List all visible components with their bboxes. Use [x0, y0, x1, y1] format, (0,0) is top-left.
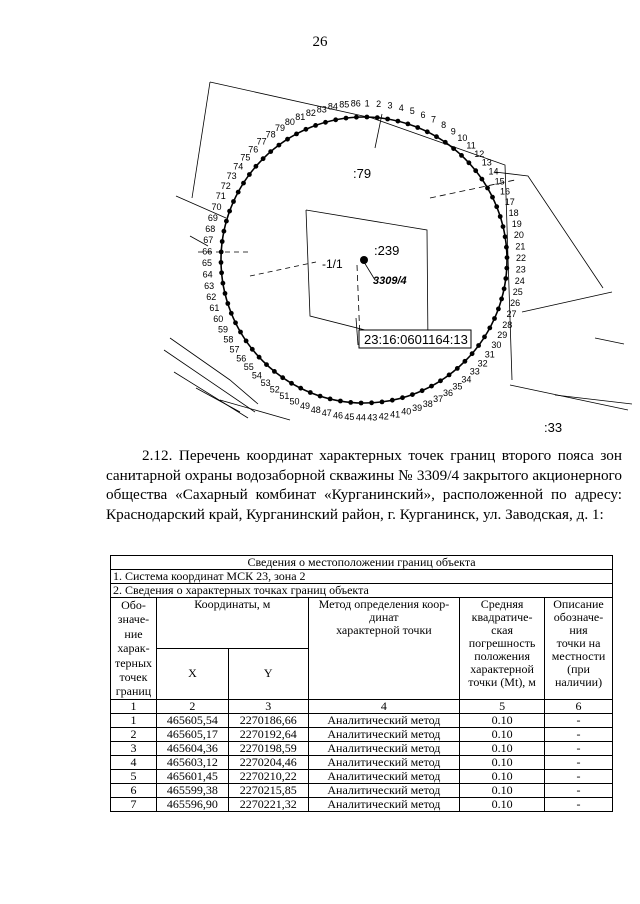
column-numbers-row — [111, 699, 613, 713]
boundary-point — [451, 146, 456, 151]
boundary-point — [231, 199, 236, 204]
boundary-point-label: 22 — [515, 252, 527, 263]
boundary-point-label: 34 — [461, 374, 472, 385]
boundary-point-label: 32 — [477, 358, 488, 369]
boundary-point-label: 80 — [284, 117, 295, 128]
boundary-point-label: 14 — [488, 166, 499, 177]
boundary-point-label: 35 — [452, 381, 463, 392]
boundary-point-label: 17 — [504, 197, 515, 207]
boundary-point-label: 20 — [513, 230, 524, 241]
boundary-point — [227, 209, 232, 214]
parcel-label-79: :79 — [353, 166, 372, 181]
header-description-text: Описание обозначе- ния точки на местности (при наличии) — [551, 597, 606, 689]
boundary-point — [492, 316, 497, 321]
boundary-point — [224, 219, 229, 224]
header-designation-text: Обо- значе- ние харак- терных точек границ — [114, 598, 153, 699]
boundary-point-label: 1 — [364, 98, 370, 109]
parcel-label-33: :33 — [544, 420, 563, 435]
coord-y: 2270198,59 — [228, 741, 308, 755]
method: Аналитический метод — [308, 769, 459, 783]
boundary-point — [415, 125, 420, 130]
description: - — [545, 755, 613, 769]
table-row — [111, 713, 613, 727]
header-error-text: Средняя квадратиче- ская погрешность положения характерной точки (Mt), м — [468, 597, 536, 689]
boundary-point — [328, 397, 333, 402]
boundary-point — [505, 255, 510, 260]
boundary-point — [236, 190, 241, 195]
coord-x: 465605,17 — [156, 727, 228, 741]
coord-y: 2270210,22 — [228, 769, 308, 783]
boundary-point-label: 49 — [299, 401, 311, 411]
boundary-point — [354, 115, 359, 120]
boundary-point-label: 10 — [457, 133, 468, 144]
boundary-point — [304, 127, 309, 132]
boundary-point — [219, 250, 224, 255]
boundary-point-label: 45 — [344, 411, 355, 422]
boundary-diagram — [0, 0, 640, 445]
boundary-point-label: 70 — [211, 201, 222, 212]
boundary-point — [272, 369, 277, 374]
method: Аналитический метод — [308, 713, 459, 727]
boundary-point — [406, 122, 411, 127]
boundary-point — [470, 351, 475, 356]
boundary-point-label: 68 — [205, 223, 216, 234]
boundary-point — [473, 168, 478, 173]
boundary-point — [385, 117, 390, 122]
boundary-point — [254, 164, 259, 169]
boundary-point-label: 74 — [233, 161, 244, 172]
header-error — [460, 598, 545, 700]
description: - — [545, 727, 613, 741]
table-row — [111, 727, 613, 741]
boundary-point — [396, 119, 401, 124]
boundary-point-label: 28 — [502, 319, 513, 330]
boundary-point — [219, 260, 224, 265]
boundary-point-label: 15 — [494, 176, 505, 187]
boundary-point — [380, 400, 385, 405]
boundary-point-label: 47 — [321, 408, 332, 418]
mt-value: 0.10 — [460, 755, 545, 769]
boundary-point-label: 30 — [491, 340, 502, 350]
boundary-point-label: 46 — [332, 410, 344, 421]
boundary-point-label: 44 — [355, 412, 366, 423]
contour-label: -1/1 — [322, 257, 343, 271]
boundary-point — [504, 245, 509, 250]
col-num-2: 2 — [156, 699, 228, 713]
mt-value: 0.10 — [460, 769, 545, 783]
boundary-point — [238, 330, 243, 335]
boundary-point — [229, 311, 234, 316]
boundary-point-label: 23 — [515, 264, 526, 275]
boundary-point-label: 38 — [422, 399, 433, 409]
table-row — [111, 783, 613, 797]
boundary-point — [438, 378, 443, 383]
boundary-point-label: 67 — [203, 235, 214, 246]
coord-x: 465599,38 — [156, 783, 228, 797]
boundary-point-label: 5 — [409, 106, 415, 117]
table-row — [111, 741, 613, 755]
coord-y: 2270215,85 — [228, 783, 308, 797]
boundary-point — [410, 392, 415, 397]
boundary-point-label: 43 — [367, 412, 378, 423]
boundary-point-label: 29 — [497, 330, 508, 341]
boundary-point — [277, 143, 282, 148]
boundary-point-label: 62 — [206, 292, 217, 303]
boundary-point — [447, 373, 452, 378]
boundary-point-label: 40 — [401, 406, 412, 417]
boundary-point — [467, 160, 472, 165]
boundary-point — [498, 214, 503, 219]
boundary-point-label: 53 — [260, 377, 271, 388]
boundary-point-label: 24 — [514, 275, 525, 286]
section-paragraph: 2.12. Перечень координат характерных точек границ второго пояса зон санитарной охраны водозаборной скважины № 3309/4 закрытого акционерного общества «Сахарный комбинат «Курганинский», расположенной по адресу: Краснодарский край, Курганинский район, г. Курганинск, ул. Заводская, д. 1: — [106, 447, 622, 523]
boundary-point — [220, 239, 225, 244]
table-body — [111, 713, 613, 811]
boundary-point-label: 81 — [295, 112, 306, 122]
boundary-point — [264, 362, 269, 367]
col-num-4: 4 — [308, 699, 459, 713]
header-designation — [111, 598, 157, 700]
mt-value: 0.10 — [460, 727, 545, 741]
boundary-point-label: 13 — [481, 157, 492, 168]
boundary-point-label: 31 — [484, 349, 495, 360]
boundary-point — [313, 123, 318, 128]
table-title: Сведения о местоположении границ объекта — [111, 556, 613, 570]
page-number: 26 — [312, 34, 328, 50]
boundary-point-label: 51 — [279, 390, 290, 401]
boundary-point — [359, 401, 364, 406]
boundary-point — [247, 172, 252, 177]
boundary-point-label: 83 — [316, 104, 327, 115]
col-num-5: 5 — [460, 699, 545, 713]
boundary-point — [308, 390, 313, 395]
boundary-point — [225, 301, 230, 306]
boundary-point — [429, 384, 434, 389]
boundary-point — [434, 134, 439, 139]
header-x: X — [156, 648, 228, 699]
boundary-point — [348, 400, 353, 405]
method: Аналитический метод — [308, 741, 459, 755]
boundary-point — [400, 395, 405, 400]
boundary-point — [298, 386, 303, 391]
boundary-point-label: 69 — [207, 212, 218, 223]
boundary-point — [482, 335, 487, 340]
boundary-point — [219, 270, 224, 275]
boundary-point — [503, 276, 508, 281]
mt-value: 0.10 — [460, 741, 545, 755]
header-description — [545, 598, 613, 700]
boundary-point — [241, 181, 246, 186]
method: Аналитический метод — [308, 797, 459, 811]
boundary-point — [280, 375, 285, 380]
boundary-point — [501, 224, 506, 229]
coord-x: 465604,36 — [156, 741, 228, 755]
boundary-point-label: 58 — [223, 334, 234, 345]
header-y: Y — [228, 648, 308, 699]
coord-x: 465605,54 — [156, 713, 228, 727]
boundary-point — [344, 116, 349, 121]
boundary-point-label: 79 — [274, 122, 286, 133]
point-number: 1 — [111, 713, 157, 727]
parcel-label-239: :239 — [374, 243, 400, 258]
description: - — [545, 769, 613, 783]
boundary-point-label: 48 — [310, 404, 321, 415]
boundary-point-label: 85 — [339, 99, 350, 110]
boundary-point-label: 65 — [201, 258, 213, 269]
boundary-point-label: 18 — [508, 207, 519, 218]
boundary-point — [480, 177, 485, 182]
mt-value: 0.10 — [460, 797, 545, 811]
boundary-point — [221, 281, 226, 286]
boundary-point-label: 75 — [240, 152, 251, 163]
boundary-point-label: 8 — [441, 120, 447, 131]
header-method — [308, 598, 459, 700]
boundary-point — [285, 137, 290, 142]
boundary-point — [476, 343, 481, 348]
boundary-point-label: 57 — [229, 344, 240, 355]
boundary-point-label: 84 — [327, 101, 338, 112]
boundary-point — [459, 153, 464, 158]
description: - — [545, 713, 613, 727]
boundary-point-label: 11 — [466, 140, 476, 151]
well-label: 3309/4 — [373, 275, 407, 287]
coord-y: 2270221,32 — [228, 797, 308, 811]
boundary-point — [490, 195, 495, 200]
boundary-point-label: 55 — [243, 362, 254, 373]
coord-x: 465601,45 — [156, 769, 228, 783]
boundary-point-label: 78 — [265, 129, 276, 140]
boundary-point — [250, 347, 255, 352]
boundary-point — [443, 140, 448, 145]
boundary-point — [420, 388, 425, 393]
mt-value: 0.10 — [460, 713, 545, 727]
boundary-point-label: 6 — [420, 110, 426, 120]
method: Аналитический метод — [308, 755, 459, 769]
point-number: 4 — [111, 755, 157, 769]
boundary-point-label: 61 — [209, 303, 220, 314]
boundary-point — [390, 398, 395, 403]
boundary-point-label: 73 — [226, 171, 237, 181]
table-row — [111, 755, 613, 769]
boundary-point — [222, 229, 227, 234]
boundary-point — [487, 326, 492, 331]
boundary-point — [261, 156, 266, 161]
point-number: 2 — [111, 727, 157, 741]
cadastral-label: 23:16:0601164:13 — [364, 332, 468, 347]
description: - — [545, 797, 613, 811]
boundary-point — [463, 359, 468, 364]
boundary-point-label: 9 — [450, 126, 456, 137]
boundary-point-label: 64 — [202, 269, 213, 280]
point-number: 5 — [111, 769, 157, 783]
boundary-point — [496, 307, 501, 312]
boundary-point-label: 16 — [499, 186, 511, 197]
boundary-point — [257, 355, 262, 360]
col-num-3: 3 — [228, 699, 308, 713]
mt-value: 0.10 — [460, 783, 545, 797]
boundary-point-label: 36 — [442, 388, 454, 399]
point-number: 7 — [111, 797, 157, 811]
col-num-1: 1 — [111, 699, 157, 713]
boundary-point — [455, 366, 460, 371]
boundary-point — [338, 399, 343, 404]
boundary-point-label: 54 — [251, 370, 262, 381]
boundary-point-label: 50 — [289, 396, 300, 407]
boundary-point-label: 39 — [412, 403, 423, 414]
table-row — [111, 769, 613, 783]
boundary-point — [365, 115, 370, 120]
boundary-point — [323, 120, 328, 125]
table-section-2: 2. Сведения о характерных точках границ объекта — [111, 584, 613, 598]
boundary-point-label: 59 — [217, 324, 229, 335]
coord-y: 2270192,64 — [228, 727, 308, 741]
header-coords: Координаты, м — [156, 598, 308, 649]
header-method-text: Метод определения коор- динат характерной точки — [318, 597, 450, 637]
method: Аналитический метод — [308, 783, 459, 797]
boundary-point — [503, 234, 508, 239]
boundary-point — [485, 186, 490, 191]
boundary-point-label: 26 — [510, 298, 521, 309]
boundary-point-label: 63 — [204, 280, 215, 291]
boundary-point-label: 42 — [378, 411, 389, 422]
boundary-point-label: 72 — [220, 180, 231, 191]
boundary-point-label: 25 — [512, 287, 523, 298]
boundary-point-label: 41 — [390, 409, 401, 420]
boundary-point — [223, 291, 228, 296]
point-number: 3 — [111, 741, 157, 755]
boundary-point-label: 52 — [269, 384, 280, 395]
well-marker — [360, 256, 368, 264]
boundary-point — [294, 132, 299, 137]
boundary-point-label: 19 — [511, 218, 522, 229]
boundary-point-label: 21 — [515, 241, 526, 252]
boundary-point-label: 27 — [506, 309, 517, 320]
boundary-point — [244, 339, 249, 344]
boundary-point — [425, 129, 430, 134]
boundary-point — [318, 394, 323, 399]
boundary-point-label: 33 — [469, 366, 480, 377]
boundary-point-label: 12 — [474, 148, 485, 159]
table-section-1: 1. Система координат МСК 23, зона 2 — [111, 570, 613, 584]
boundary-table — [110, 555, 613, 812]
boundary-point — [502, 286, 507, 291]
boundary-point-label: 7 — [430, 114, 437, 125]
boundary-point — [375, 115, 380, 120]
boundary-point — [369, 400, 374, 405]
description: - — [545, 741, 613, 755]
boundary-point-label: 71 — [215, 191, 226, 202]
boundary-point-label: 56 — [236, 353, 247, 364]
description: - — [545, 783, 613, 797]
boundary-point — [504, 266, 509, 271]
boundary-point — [499, 297, 504, 302]
boundary-point-label: 66 — [202, 246, 213, 257]
boundary-point-label: 4 — [398, 103, 404, 113]
boundary-point-label: 82 — [305, 107, 316, 118]
coord-x: 465603,12 — [156, 755, 228, 769]
col-num-6: 6 — [545, 699, 613, 713]
boundary-point-label: 76 — [248, 144, 259, 155]
boundary-point — [233, 320, 238, 325]
coord-y: 2270186,66 — [228, 713, 308, 727]
boundary-point-label: 86 — [350, 98, 361, 109]
boundary-point-label: 2 — [376, 99, 382, 110]
table-row — [111, 797, 613, 811]
boundary-point — [268, 149, 273, 154]
method: Аналитический метод — [308, 727, 459, 741]
boundary-point-label: 3 — [387, 100, 393, 111]
coord-x: 465596,90 — [156, 797, 228, 811]
boundary-point — [289, 381, 294, 386]
boundary-point-label: 77 — [256, 136, 267, 147]
boundary-point — [333, 117, 338, 122]
boundary-point — [494, 204, 499, 209]
boundary-point-label: 60 — [213, 314, 224, 324]
point-number: 6 — [111, 783, 157, 797]
coord-y: 2270204,46 — [228, 755, 308, 769]
boundary-point-label: 37 — [433, 393, 444, 404]
